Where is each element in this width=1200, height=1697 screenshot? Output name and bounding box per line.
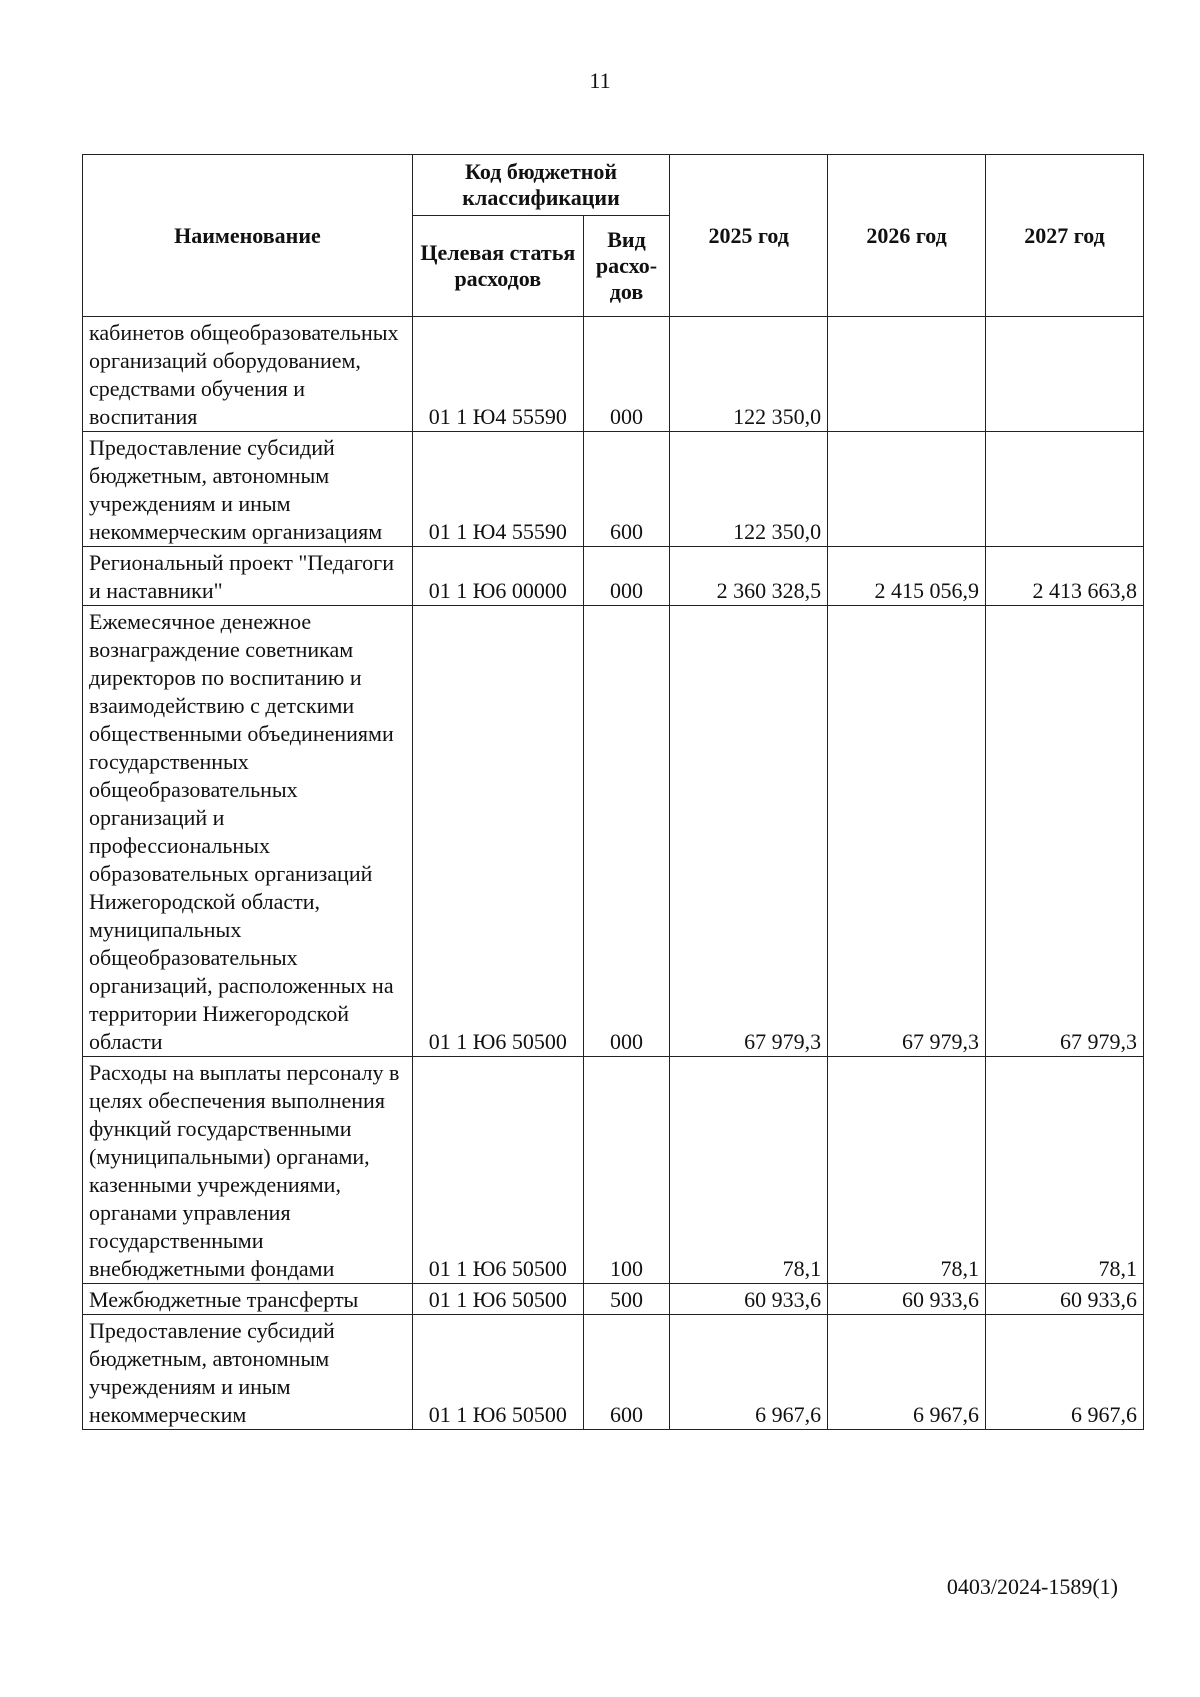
table-row [83, 606, 1144, 1057]
header-2027: 2027 год [986, 155, 1144, 317]
row-name: Предоставление субсидий бюджетным, автономным учреждениям и иным некоммерческим [83, 1315, 413, 1430]
header-2026: 2026 год [828, 155, 986, 317]
table-row [83, 1057, 1144, 1284]
row-name: Региональный проект "Педагоги и наставники" [83, 547, 413, 606]
row-2025: 60 933,6 [670, 1284, 828, 1315]
row-2025: 6 967,6 [670, 1315, 828, 1430]
row-name: Расходы на выплаты персоналу в целях обеспечения выполнения функций государственными (муниципальными) органами, казенными учреждениями, органами управления государственными внебюджетными фондами [83, 1057, 413, 1284]
table-row [83, 1315, 1144, 1430]
row-kind: 000 [583, 606, 670, 1057]
page-number: 11 [589, 68, 611, 93]
row-2026 [828, 317, 986, 432]
row-2027 [986, 432, 1144, 547]
row-2025: 67 979,3 [670, 606, 828, 1057]
row-2026: 78,1 [828, 1057, 986, 1284]
row-2027 [986, 317, 1144, 432]
row-code: 01 1 Ю6 00000 [412, 547, 583, 606]
row-2025: 78,1 [670, 1057, 828, 1284]
table-body [83, 317, 1144, 1430]
header-2025: 2025 год [670, 155, 828, 317]
row-2025: 122 350,0 [670, 317, 828, 432]
row-kind: 100 [583, 1057, 670, 1284]
table-header [83, 155, 1144, 317]
row-2027: 60 933,6 [986, 1284, 1144, 1315]
table-row [83, 317, 1144, 432]
budget-table [82, 154, 1144, 1430]
row-kind: 600 [583, 432, 670, 547]
row-2027: 67 979,3 [986, 606, 1144, 1057]
row-2025: 122 350,0 [670, 432, 828, 547]
row-name: кабинетов общеобразовательных организаций оборудованием, средствами обучения и воспитания [83, 317, 413, 432]
row-code: 01 1 Ю6 50500 [412, 1315, 583, 1430]
row-code: 01 1 Ю6 50500 [412, 1057, 583, 1284]
header-target-article: Целевая статья расходов [412, 216, 583, 317]
table-row [83, 432, 1144, 547]
row-kind: 600 [583, 1315, 670, 1430]
row-kind: 000 [583, 317, 670, 432]
row-code: 01 1 Ю6 50500 [412, 606, 583, 1057]
table-row [83, 1284, 1144, 1315]
row-2026: 60 933,6 [828, 1284, 986, 1315]
row-2026 [828, 432, 986, 547]
row-2025: 2 360 328,5 [670, 547, 828, 606]
row-kind: 000 [583, 547, 670, 606]
document-number: 0403/2024-1589(1) [946, 1574, 1118, 1599]
row-2026: 6 967,6 [828, 1315, 986, 1430]
table-row [83, 547, 1144, 606]
row-2026: 67 979,3 [828, 606, 986, 1057]
header-name: Наименование [83, 155, 413, 317]
row-2027: 6 967,6 [986, 1315, 1144, 1430]
row-2027: 2 413 663,8 [986, 547, 1144, 606]
row-code: 01 1 Ю4 55590 [412, 317, 583, 432]
row-code: 01 1 Ю4 55590 [412, 432, 583, 547]
row-code: 01 1 Ю6 50500 [412, 1284, 583, 1315]
header-expense-type: Вид расхо-дов [583, 216, 670, 317]
header-code-group: Код бюджетной классификации [412, 155, 669, 216]
row-name: Ежемесячное денежное вознаграждение советникам директоров по воспитанию и взаимодействию с детскими общественными объединениями государственных общеобразовательных организаций и профессиональных образовательных организаций Нижегородской области, муниципальных общеобразовательных организаций, расположенных на территории Нижегородской области [83, 606, 413, 1057]
row-2027: 78,1 [986, 1057, 1144, 1284]
row-kind: 500 [583, 1284, 670, 1315]
row-name: Предоставление субсидий бюджетным, автономным учреждениям и иным некоммерческим организациям [83, 432, 413, 547]
row-2026: 2 415 056,9 [828, 547, 986, 606]
row-name: Межбюджетные трансферты [83, 1284, 413, 1315]
